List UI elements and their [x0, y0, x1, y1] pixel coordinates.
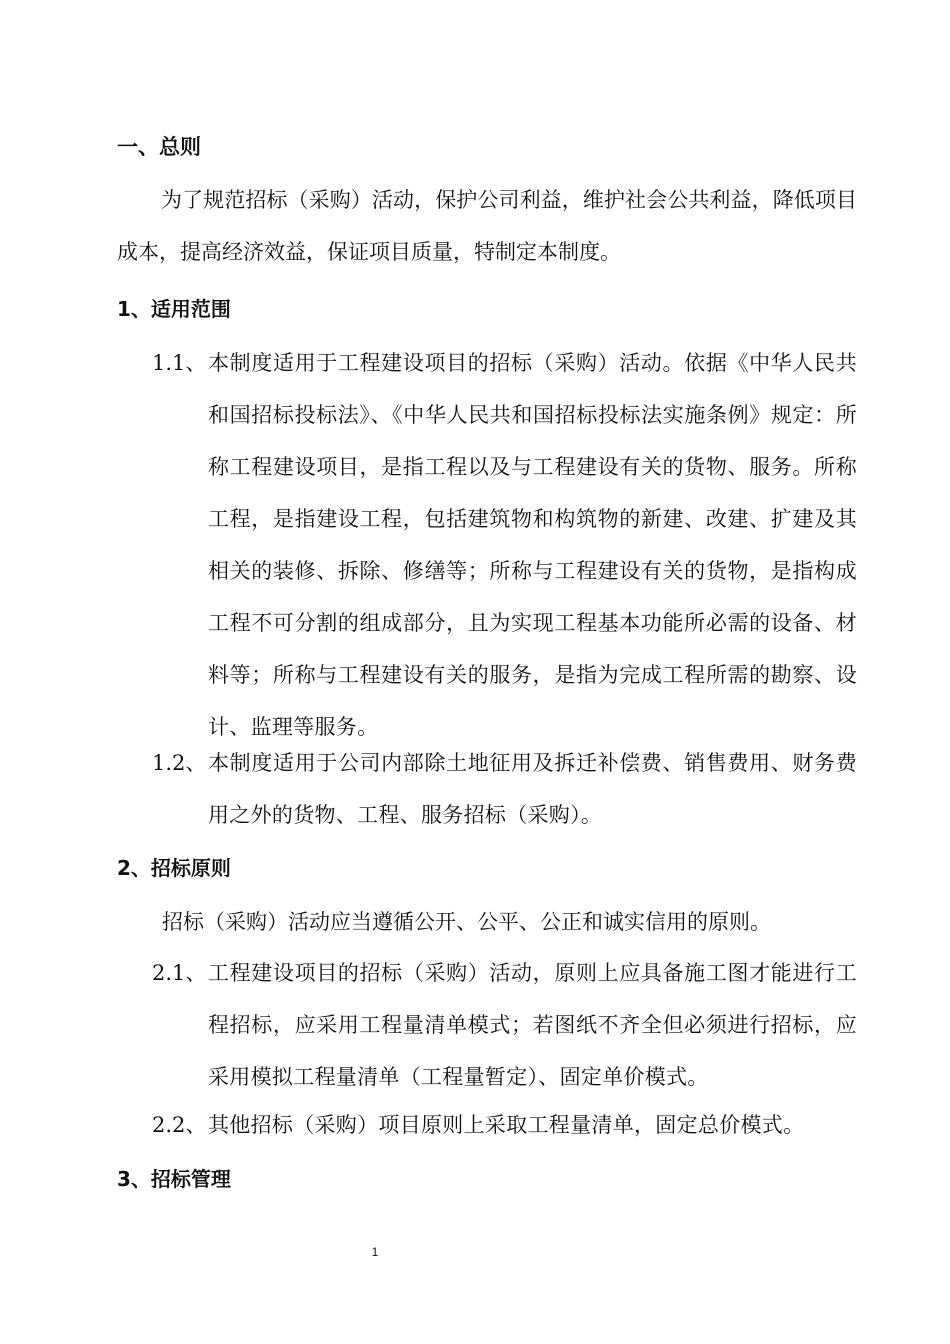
- clause-1-2: [152, 737, 857, 841]
- clause-2-1: [152, 947, 857, 1103]
- clause-text: 本制度适用于工程建设项目的招标（采购）活动。依据《中华人民共和国招标投标法》、《中华人民共和国招标投标法实施条例》规定：所称工程建设项目，是指工程以及与工程建设有关的货物、服务。所称工程，是指建设工程，包括建筑物和构筑物的新建、改建、扩建及其相关的装修、拆除、修缮等；所称与工程建设有关的货物，是指构成工程不可分割的组成部分，且为实现工程基本功能所必需的设备、材料等；所称与工程建设有关的服务，是指为完成工程所需的勘察、设计、监理等服务。: [208, 351, 857, 739]
- clause-number: 2.1、: [152, 961, 207, 985]
- section-title: 一、总则: [117, 135, 201, 159]
- clause-text: 其他招标（采购）项目原则上采取工程量清单，固定总价模式。: [208, 1113, 805, 1137]
- clause-number: 1.2、: [152, 751, 207, 775]
- clause-2-2: [152, 1099, 857, 1151]
- clause-text: 工程建设项目的招标（采购）活动，原则上应具备施工图才能进行工程招标，应采用工程量清单模式；若图纸不齐全但必须进行招标，应采用模拟工程量清单（工程量暂定）、固定单价模式。: [208, 961, 857, 1089]
- principles-lead: 招标（采购）活动应当遵循公开、公平、公正和诚实信用的原则。: [162, 910, 771, 934]
- subsection-heading-scope: 1、适用范围: [117, 297, 231, 321]
- clause-number: 1.1、: [152, 351, 207, 375]
- intro-paragraph: 为了规范招标（采购）活动，保护公司利益，维护社会公共利益，降低项目成本，提高经济效益，保证项目质量，特制定本制度。: [117, 188, 857, 264]
- clause-1-1: [152, 337, 857, 753]
- subsection-heading-management: 3、招标管理: [117, 1167, 231, 1191]
- page-number: 1: [371, 1245, 379, 1259]
- clause-number: 2.2、: [152, 1113, 207, 1137]
- clause-text: 本制度适用于公司内部除土地征用及拆迁补偿费、销售费用、财务费用之外的货物、工程、服务招标（采购）。: [208, 751, 857, 827]
- subsection-heading-principles: 2、招标原则: [117, 856, 231, 880]
